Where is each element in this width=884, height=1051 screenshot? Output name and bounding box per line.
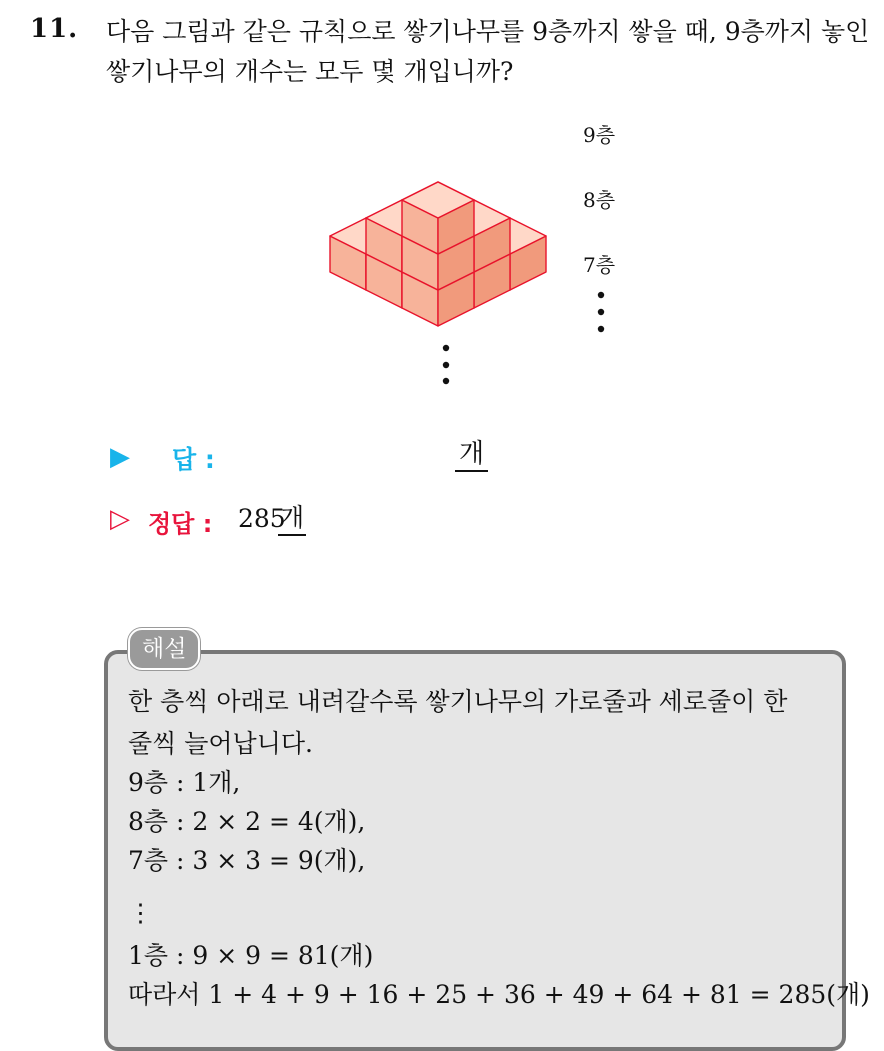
solution-line: 따라서 1 + 4 + 9 + 16 + 25 + 36 + 49 + 64 + 81 = 285(개)	[128, 980, 870, 1009]
answer-blank-unit: 개	[455, 438, 488, 472]
vertical-ellipsis-right	[598, 292, 604, 332]
solution-line: 1층 : 9 × 9 = 81(개)	[128, 941, 374, 970]
solution-box	[104, 650, 870, 1051]
solution-line: 한 층씩 아래로 내려갈수록 쌓기나무의 가로줄과 세로줄이 한	[128, 687, 788, 716]
play-triangle-icon: ▶	[110, 442, 130, 472]
correct-answer-label: 정답 :	[148, 510, 213, 538]
correct-answer-value: 285	[238, 504, 286, 533]
question-number: 11.	[30, 14, 79, 44]
solution-line: 7층 : 3 × 3 = 9(개),	[128, 846, 366, 875]
correct-answer-row	[110, 502, 530, 542]
correct-answer-unit: 개	[278, 502, 306, 536]
solution-line: 줄씩 늘어납니다.	[128, 729, 313, 758]
solution-line: 9층 : 1개,	[128, 768, 241, 797]
solution-tag: 해설	[128, 628, 200, 670]
vertical-ellipsis-bottom	[443, 345, 449, 384]
solution-line: 8층 : 2 × 2 = 4(개),	[128, 807, 366, 836]
question-text: 다음 그림과 같은 규칙으로 쌓기나무를 9층까지 쌓을 때, 9층까지 놓인 쌓기나무의 개수는 모두 몇 개입니까?	[106, 17, 870, 86]
solution-ellipsis: ⋮	[128, 898, 153, 927]
layer-label-8: 8층	[583, 188, 616, 212]
layer-label-7: 7층	[583, 253, 616, 277]
stacked-cubes-figure	[300, 108, 640, 398]
answer-label: 답 :	[172, 445, 215, 474]
outline-triangle-icon: ▷	[110, 504, 130, 534]
cube-pyramid	[330, 182, 546, 326]
answer-row	[110, 438, 530, 478]
layer-label-9: 9층	[583, 123, 616, 147]
